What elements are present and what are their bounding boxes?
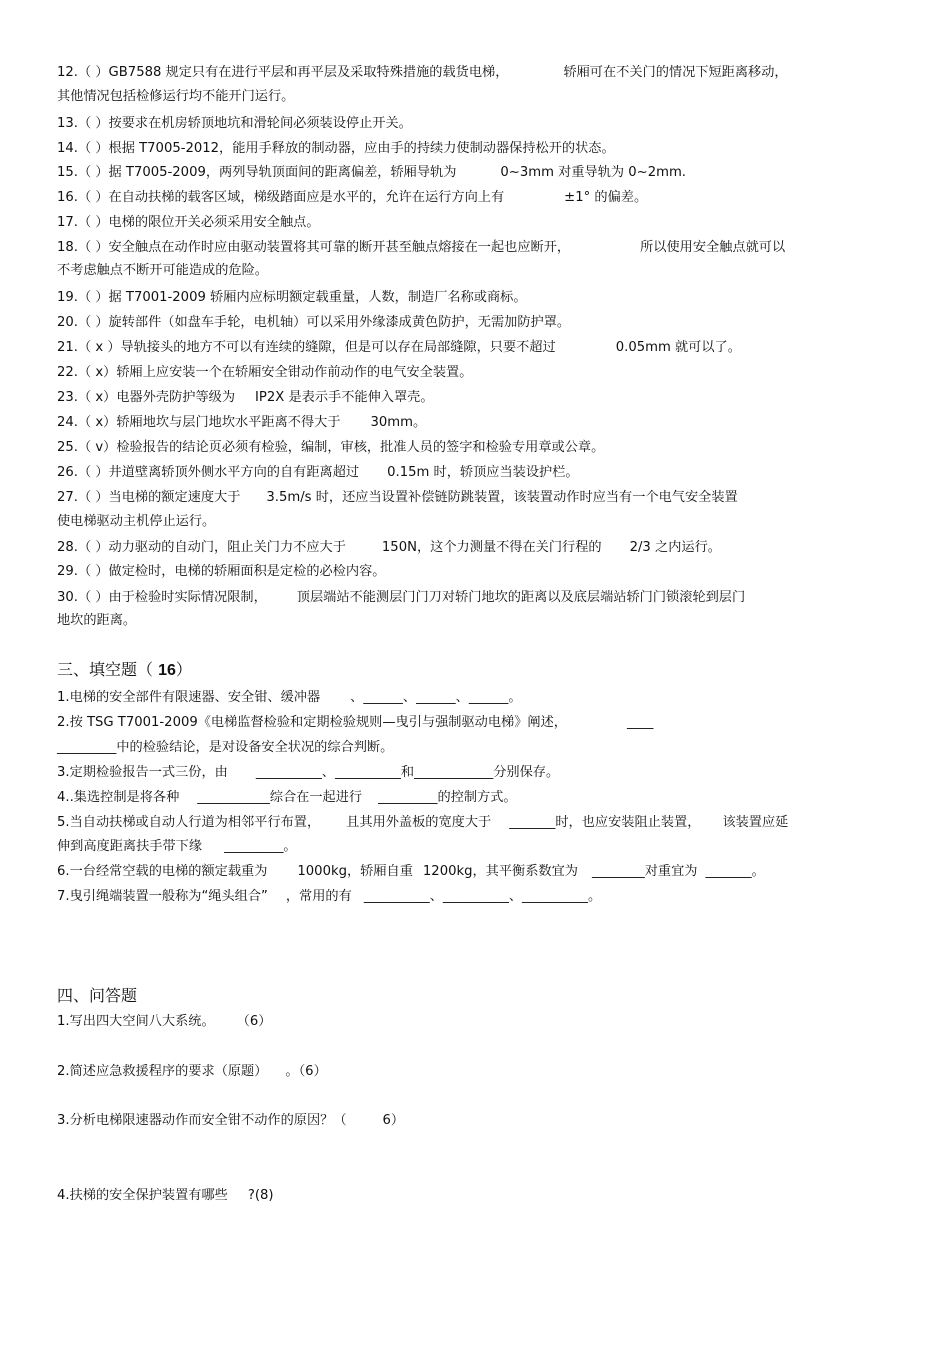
judge-item-17 <box>57 215 897 231</box>
judge-item-29 <box>57 564 897 580</box>
fill-item-2: 2.按 TSG T7001-2009《电梯监督检验和定期检验规则—曳引与强制驱动电梯》阐述， ____ <box>57 715 654 730</box>
judge-item-12-cont <box>57 89 897 105</box>
question-text: 29.（ ）做定检时，电梯的轿厢面积是定检的必检内容。 <box>57 564 386 579</box>
judge-item-13 <box>57 116 897 132</box>
fill-item-1: 1.电梯的安全部件有限速器、安全钳、缓冲器 、______、______、______。 <box>57 690 522 705</box>
section-heading-fill-blank: 三、填空题（ 16） <box>57 660 192 679</box>
judge-item-12 <box>57 65 897 81</box>
judge-item-25 <box>57 440 897 456</box>
judge-item-28 <box>57 540 897 556</box>
fill-item-4: 4..集选控制是将各种 ___________综合在一起进行 _________的控制方式。 <box>57 790 517 805</box>
question-text: 使电梯驱动主机停止运行。 <box>57 514 216 529</box>
question-text: 30.（ ）由于检验时实际情况限制， <box>57 590 267 605</box>
question-text: 3.5m/s 时，还应当设置补偿链防跳装置，该装置动作时应当有一个电气安全装置 <box>266 490 738 505</box>
judge-item-18-cont <box>57 263 897 279</box>
qa-item-3: 3.分析电梯限速器动作而安全钳不动作的原因？（ 6） <box>57 1113 405 1128</box>
fill-item-7: 7.曳引绳端装置一般称为“绳头组合” ，常用的有 __________、__________、__________。 <box>57 889 602 904</box>
question-text: 13.（ ）按要求在机房轿顶地坑和滑轮间必须装设停止开关。 <box>57 116 412 131</box>
qa-item-1: 1.写出四大空间八大系统。 （6） <box>57 1014 272 1029</box>
question-text: 24.（ x）轿厢地坎与层门地坎水平距离不得大于 <box>57 415 341 430</box>
judge-item-30 <box>57 590 897 606</box>
fill-item-2-cont: _________中的检验结论，是对设备安全状况的综合判断。 <box>57 740 394 755</box>
question-text: 17.（ ）电梯的限位开关必须采用安全触点。 <box>57 215 320 230</box>
judge-item-19 <box>57 290 897 306</box>
judge-item-14 <box>57 141 897 157</box>
question-text: 轿厢可在不关门的情况下短距离移动， <box>563 65 788 80</box>
question-text: 其他情况包括检修运行均不能开门运行。 <box>57 89 295 104</box>
judge-item-18 <box>57 240 897 256</box>
fill-item-3: 3.定期检验报告一式三份，由 __________、__________和____________分别保存。 <box>57 765 560 780</box>
question-text: 顶层端站不能测层门门刀对轿门地坎的距离以及底层端站轿门门锁滚轮到层门 <box>296 590 746 605</box>
question-text: 12.（ ）GB7588 规定只有在进行平层和再平层及采取特殊措施的载货电梯， <box>57 65 509 80</box>
question-text: 2/3 之内运行。 <box>629 540 721 555</box>
judge-item-20 <box>57 315 897 331</box>
question-text: 18.（ ）安全触点在动作时应由驱动装置将其可靠的断开甚至触点熔接在一起也应断开， <box>57 240 571 255</box>
judge-item-22 <box>57 365 897 381</box>
judge-item-15 <box>57 165 897 181</box>
fill-item-5: 5.当自动扶梯或自动人行道为相邻平行布置， 且其用外盖板的宽度大于 _______时，也应安装阻止装置， 该装置应延 <box>57 815 789 830</box>
question-text: 19.（ ）据 T7001-2009 轿厢内应标明额定载重量，人数，制造厂名称或商标。 <box>57 290 527 305</box>
question-text: 0.05mm 就可以了。 <box>615 340 741 355</box>
question-text: 14.（ ）根据 T7005-2012，能用手释放的制动器，应由手的持续力使制动器保持松开的状态。 <box>57 141 615 156</box>
question-text: 0.15m 时，轿顶应当装设护栏。 <box>387 465 579 480</box>
question-text: 26.（ ）井道壁离轿顶外侧水平方向的自有距离超过 <box>57 465 360 480</box>
question-text: 28.（ ）动力驱动的自动门，阻止关门力不应大于 <box>57 540 346 555</box>
judge-item-27-cont <box>57 514 897 530</box>
question-text: 23.（ x）电器外壳防护等级为 <box>57 390 236 405</box>
question-text: 16.（ ）在自动扶梯的载客区域，梯级踏面应是水平的，允许在运行方向上有 <box>57 190 505 205</box>
section-heading-qa: 四、问答题 <box>57 986 138 1005</box>
question-text: 所以使用安全触点就可以 <box>640 240 786 255</box>
judge-item-30-cont <box>57 613 897 629</box>
judge-item-23 <box>57 390 897 406</box>
fill-item-5-cont: 伸到高度距离扶手带下缘 _________。 <box>57 839 297 854</box>
question-text: 21.（ x ）导轨接头的地方不可以有连续的缝隙，但是可以存在局部缝隙，只要不超过 <box>57 340 556 355</box>
fill-item-6: 6.一台经常空载的电梯的额定载重为 1000kg，轿厢自重 1200kg，其平衡系数宜为 ________对重宜为 _______。 <box>57 864 765 879</box>
question-text: ±1° 的偏差。 <box>564 190 648 205</box>
qa-item-2: 2.简述应急救援程序的要求（原题） 。（6） <box>57 1064 327 1079</box>
question-text: IP2X 是表示手不能伸入罩壳。 <box>255 390 434 405</box>
question-text: 22.（ x）轿厢上应安装一个在轿厢安全钳动作前动作的电气安全装置。 <box>57 365 473 380</box>
question-text: 27.（ ）当电梯的额定速度大于 <box>57 490 241 505</box>
question-text: 不考虑触点不断开可能造成的危险。 <box>57 263 268 278</box>
question-text: 30mm。 <box>370 415 427 430</box>
qa-item-4: 4.扶梯的安全保护装置有哪些 ?(8) <box>57 1188 274 1203</box>
question-text: 15.（ ）据 T7005-2009，两列导轨顶面间的距离偏差，轿厢导轨为 <box>57 165 457 180</box>
question-text: 20.（ ）旋转部件（如盘车手轮，电机轴）可以采用外缘漆成黄色防护，无需加防护罩。 <box>57 315 571 330</box>
question-text: 150N，这个力测量不得在关门行程的 <box>381 540 602 555</box>
judge-item-27 <box>57 490 897 506</box>
judge-item-24 <box>57 415 897 431</box>
judge-item-21 <box>57 340 897 356</box>
question-text: 0~3mm 对重导轨为 0~2mm. <box>500 165 686 180</box>
question-text: 地坎的距离。 <box>57 613 137 628</box>
judge-item-16 <box>57 190 897 206</box>
question-text: 25.（ v）检验报告的结论页必须有检验，编制，审核，批准人员的签字和检验专用章或公章。 <box>57 440 605 455</box>
judge-item-26 <box>57 465 897 481</box>
